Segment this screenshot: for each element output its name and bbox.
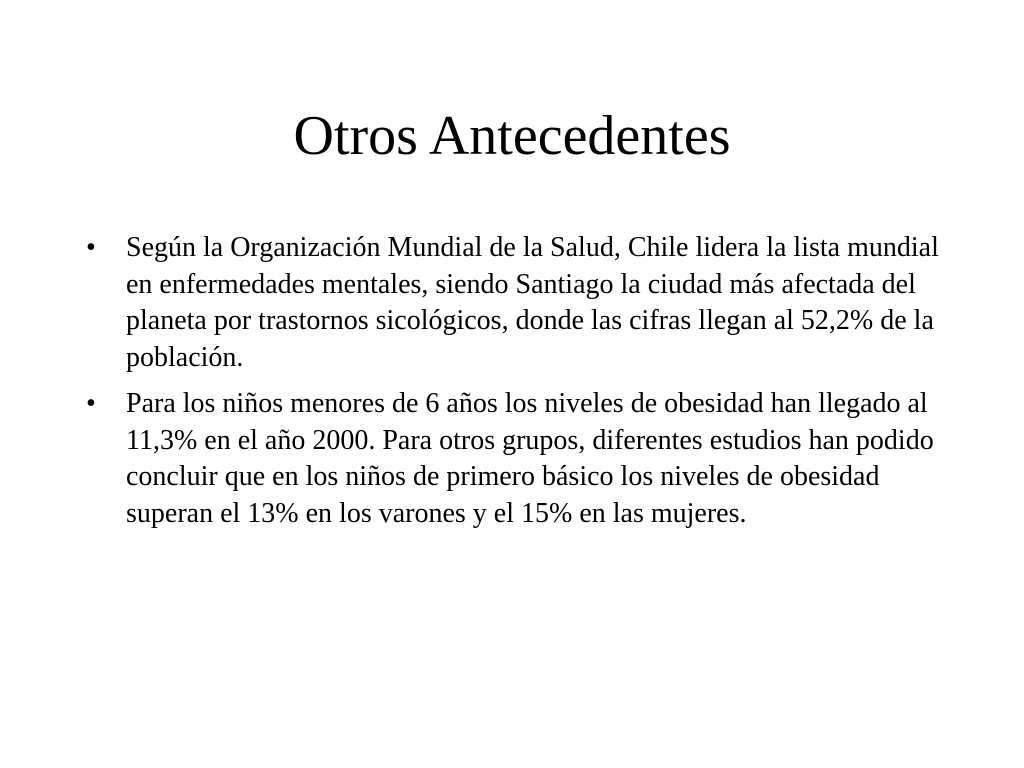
bullet-list — [86, 230, 946, 542]
bullet-text: Para los niños menores de 6 años los niveles de obesidad han llegado al 11,3% en el año 2000. Para otros grupos, diferentes estudios han podido concluir que en los niños de primero básico los niveles de obesidad superan el 13% en los varones y el 15% en las mujeres. — [126, 388, 934, 529]
bullet-item — [86, 386, 946, 532]
bullet-icon: • — [86, 388, 96, 419]
bullet-item — [86, 230, 946, 376]
slide-title: Otros Antecedentes — [293, 105, 731, 167]
bullet-text: Según la Organización Mundial de la Salud, Chile lidera la lista mundial en enfermedades mentales, siendo Santiago la ciudad más afectada del planeta por trastornos sicológicos, donde las cifras llegan al 52,2% de la población. — [126, 232, 939, 373]
bullet-icon: • — [86, 232, 96, 263]
